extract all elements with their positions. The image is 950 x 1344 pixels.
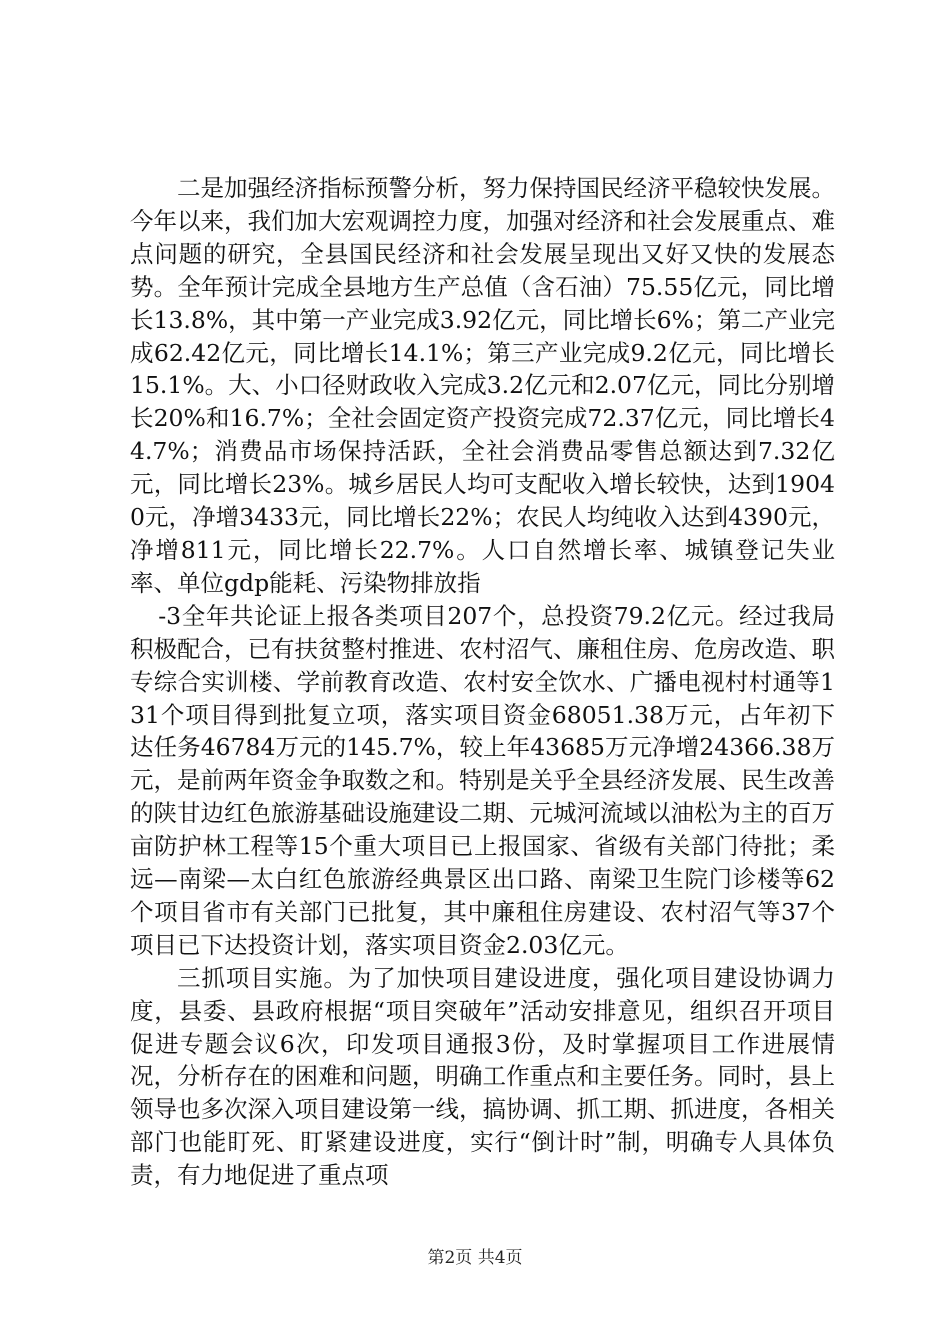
paragraph-economic-indicators: 二是加强经济指标预警分析，努力保持国民经济平稳较快发展。今年以来，我们加大宏观调控力度，加强对经济和社会发展重点、难点问题的研究，全县国民经济和社会发展呈现出又好又快的发展态势。全年预计完成全县地方生产总值（含石油）75.55亿元，同比增长13.8%，其中第一产业完成3.92亿元，同比增长6%；第二产业完成62.42亿元，同比增长14.1%；第三产业完成9.2亿元，同比增长15.1%。大、小口径财政收入完成3.2亿元和2.07亿元，同比分别增长20%和16.7%；全社会固定资产投资完成72.37亿元，同比增长44.7%；消费品市场保持活跃，全社会消费品零售总额达到7.32亿元，同比增长23%。城乡居民人均可支配收入增长较快，达到19040元，净增3433元，同比增长22%；农民人均纯收入达到4390元，净增811元，同比增长22.7%。人口自然增长率、城镇登记失业率、单位gdp能耗、污染物排放指 bbox=[130, 174, 835, 597]
page-footer: 第2页 共4页 bbox=[427, 1248, 523, 1268]
paragraph-project-approvals: -3全年共论证上报各类项目207个，总投资79.2亿元。经过我局积极配合，已有扶贫整村推进、农村沼气、廉租住房、危房改造、职专综合实训楼、学前教育改造、农村安全饮水、广播电视村村通等131个项目得到批复立项，落实项目资金68051.38万元，占年初下达任务46784万元的145.7%，较上年43685万元净增24366.38万元，是前两年资金争取数之和。特别是关乎全县经济发展、民生改善的陕甘边红色旅游基础设施建设二期、元城河流域以油松为主的百万亩防护林工程等15个重大项目已上报国家、省级有关部门待批；柔远—南梁—太白红色旅游经典景区出口路、南梁卫生院门诊楼等62个项目省市有关部门已批复，其中廉租住房建设、农村沼气等37个项目已下达投资计划，落实项目资金2.03亿元。 bbox=[130, 601, 835, 959]
paragraph-project-implementation: 三抓项目实施。为了加快项目建设进度，强化项目建设协调力度，县委、县政府根据“项目突破年”活动安排意见，组织召开项目促进专题会议6次，印发项目通报3份，及时掌握项目工作进展情况，分析存在的困难和问题，明确工作重点和主要任务。同时，县上领导也多次深入项目建设第一线，搞协调、抓工期、抓进度，各相关部门也能盯死、盯紧建设进度，实行“倒计时”制，明确专人具体负责，有力地促进了重点项 bbox=[130, 963, 835, 1190]
document-body bbox=[130, 172, 835, 1192]
